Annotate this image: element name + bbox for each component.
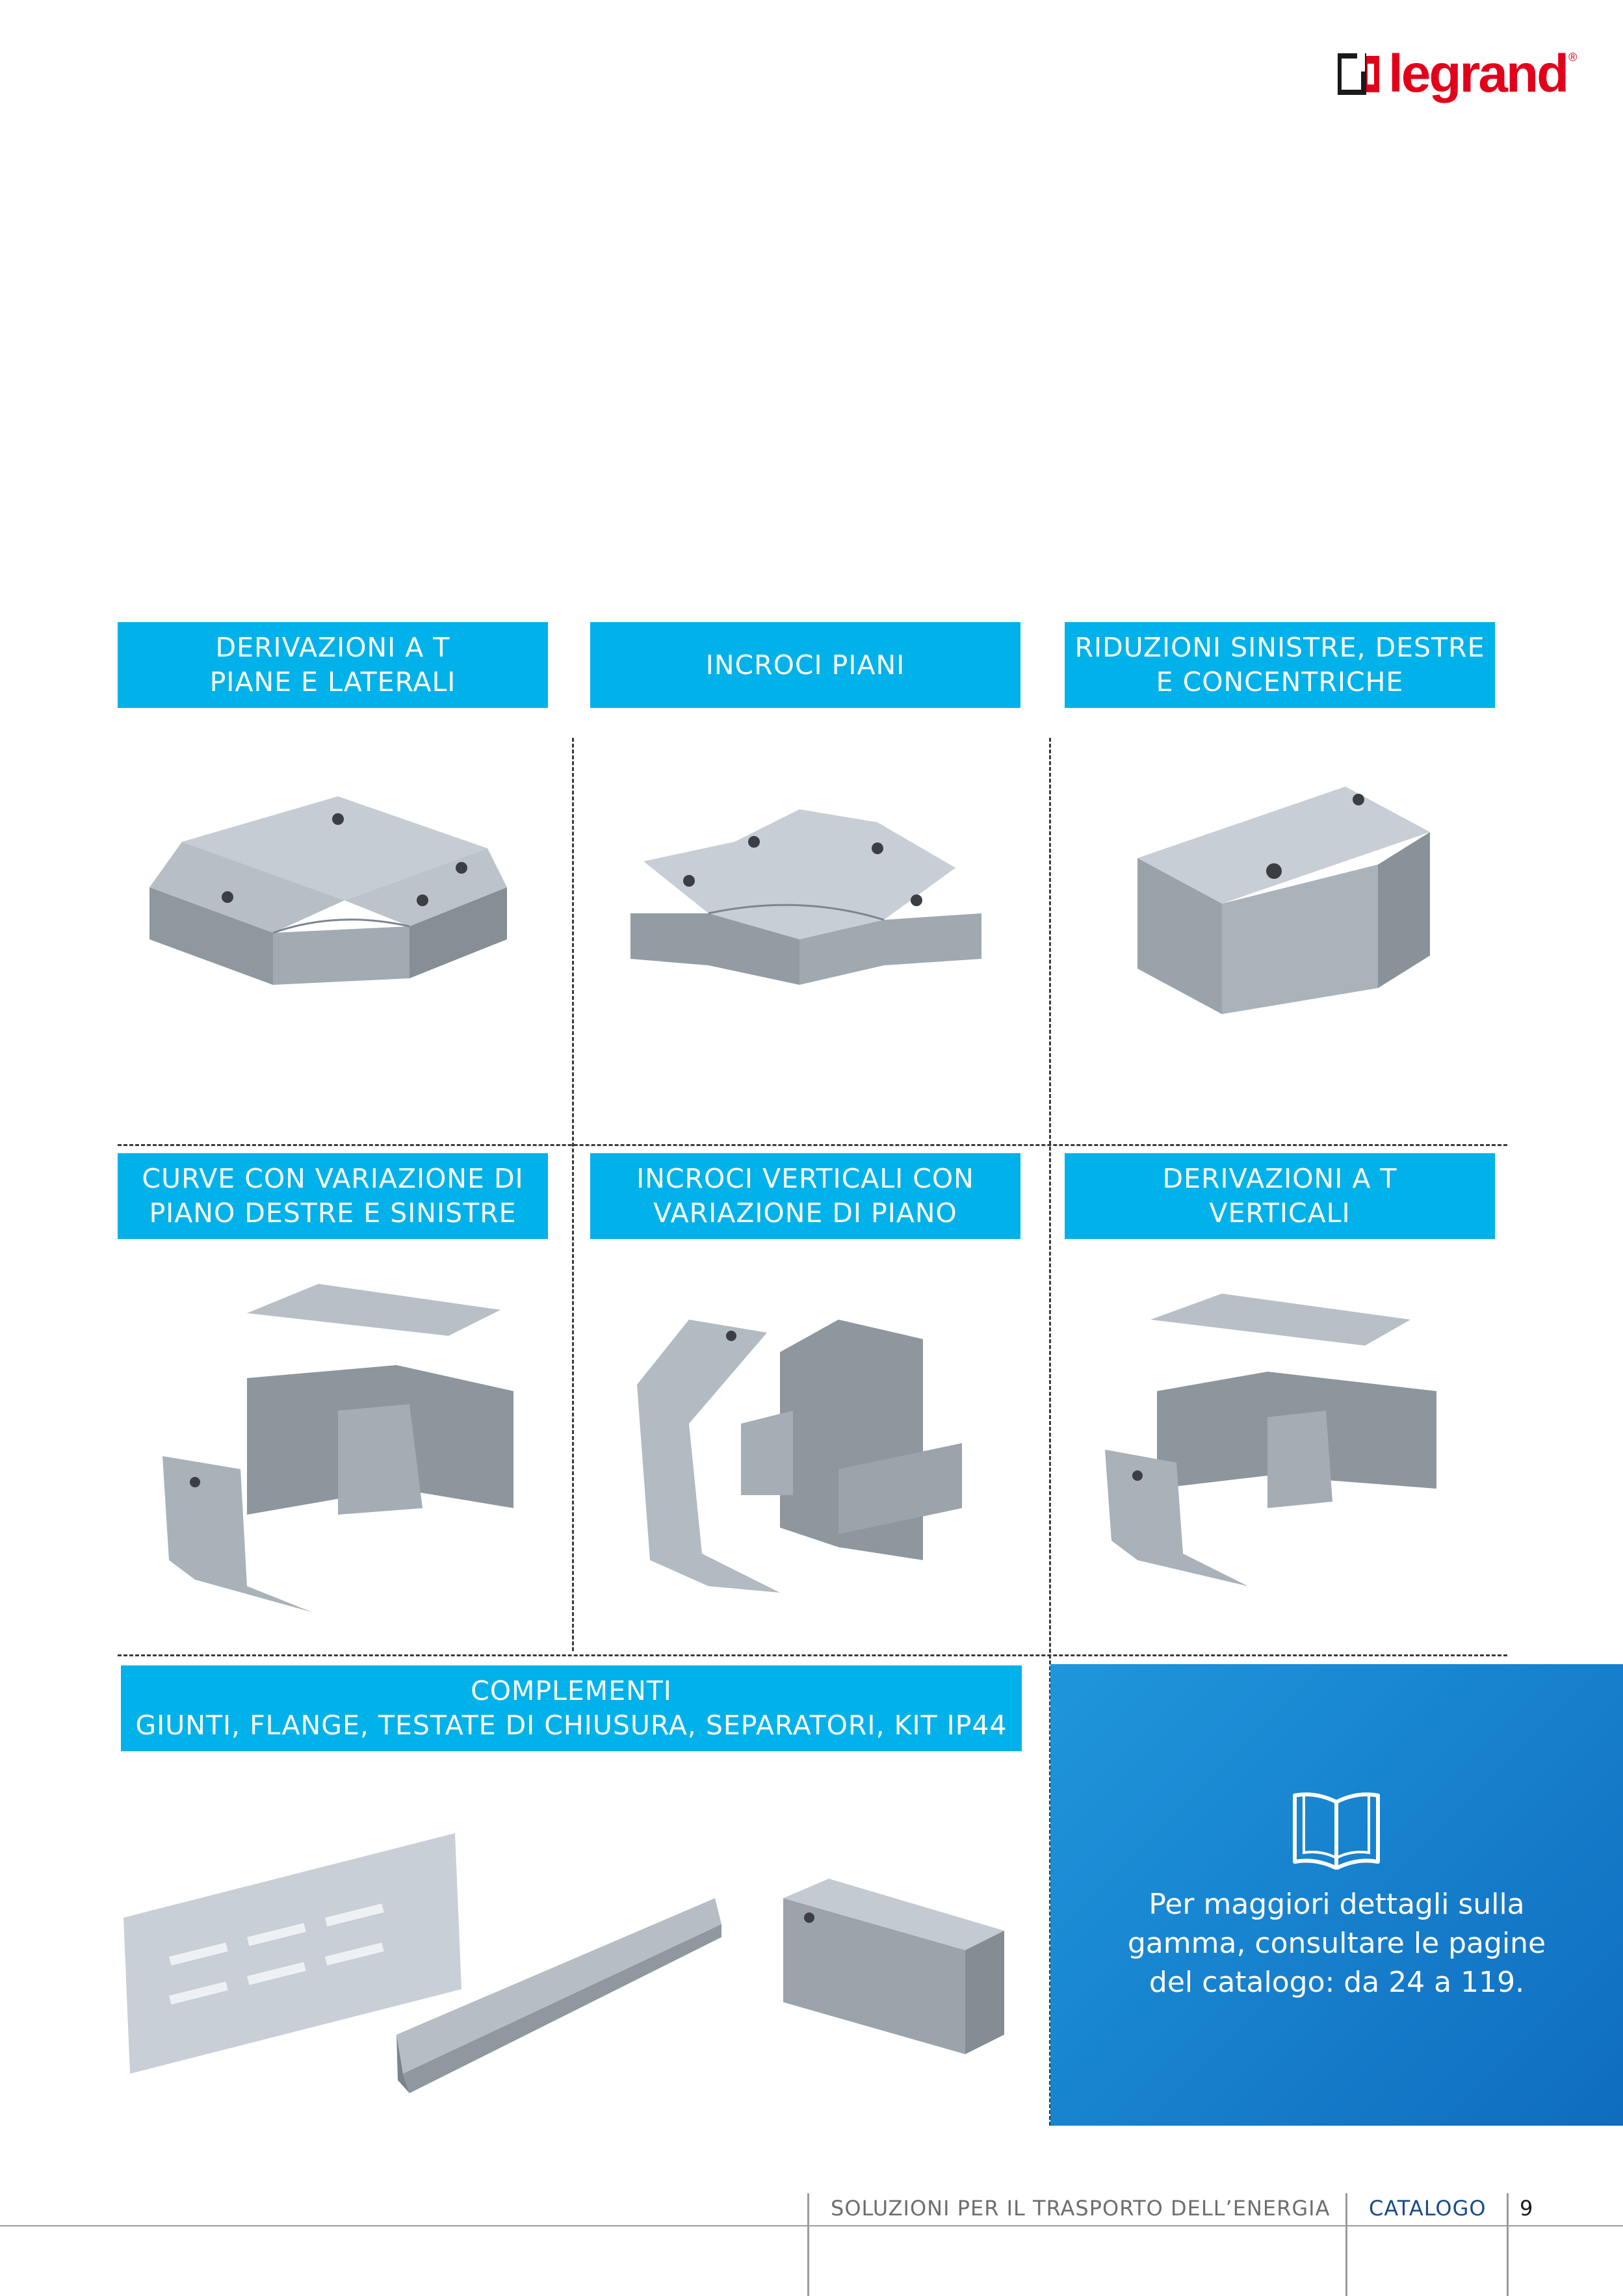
reduction-image xyxy=(1098,774,1449,1060)
catalog-info-panel xyxy=(1050,1664,1623,2126)
header-label: INCROCI VERTICALI CON VARIAZIONE DI PIANO xyxy=(636,1163,974,1229)
footer-section: CATALOGO xyxy=(1369,2196,1487,2221)
header-label: DERIVAZIONI A T PIANE E LATERALI xyxy=(209,632,456,698)
vertical-curve-image xyxy=(149,1274,526,1625)
end-cap-image xyxy=(770,1872,1011,2067)
page-number: 9 xyxy=(1520,2196,1533,2221)
header-label: INCROCI PIANI xyxy=(705,649,905,681)
open-book-icon xyxy=(1290,1788,1383,1870)
header-label: DERIVAZIONI A T VERTICALI xyxy=(1162,1163,1397,1229)
header-complementi xyxy=(121,1665,1022,1751)
vertical-cross-image xyxy=(624,1274,1027,1638)
header-riduzioni xyxy=(1065,622,1495,708)
footer-divider xyxy=(807,2193,809,2296)
footer-divider xyxy=(1507,2193,1509,2296)
header-label: CURVE CON VARIAZIONE DI PIANO DESTRE E SINISTRE xyxy=(142,1163,524,1229)
header-label: COMPLEMENTI GIUNTI, FLANGE, TESTATE DI CHIUSURA, SEPARATORI, KIT IP44 xyxy=(135,1675,1007,1741)
footer-rule xyxy=(0,2225,1623,2226)
vertical-tee-image xyxy=(1098,1281,1449,1619)
header-label: RIDUZIONI SINISTRE, DESTRE E CONCENTRICHE xyxy=(1074,632,1485,698)
logo-wordmark: legrand xyxy=(1388,44,1568,103)
header-derivazioni-t xyxy=(118,622,548,708)
cross-junction-image xyxy=(604,770,1020,1043)
header-incroci-verticali xyxy=(590,1153,1020,1239)
row-divider-1 xyxy=(118,1144,1507,1146)
footer-title: SOLUZIONI PER IL TRASPORTO DELL’ENERGIA xyxy=(831,2196,1331,2221)
separator-image xyxy=(390,1885,728,2119)
header-incroci-piani xyxy=(590,622,1020,708)
catalog-info-text: Per maggiori dettagli sulla gamma, consultare le pagine del catalogo: da 24 a 119. xyxy=(1127,1888,1546,1999)
header-derivazioni-verticali xyxy=(1065,1153,1495,1239)
column-divider-left xyxy=(572,738,574,1651)
legrand-logo xyxy=(1338,43,1577,105)
legrand-mark-icon xyxy=(1338,53,1381,95)
tee-junction-image xyxy=(123,770,539,1024)
row-divider-2 xyxy=(118,1654,1507,1656)
footer-divider xyxy=(1345,2193,1347,2296)
registered-mark: ® xyxy=(1568,51,1578,64)
header-curve xyxy=(118,1153,548,1239)
